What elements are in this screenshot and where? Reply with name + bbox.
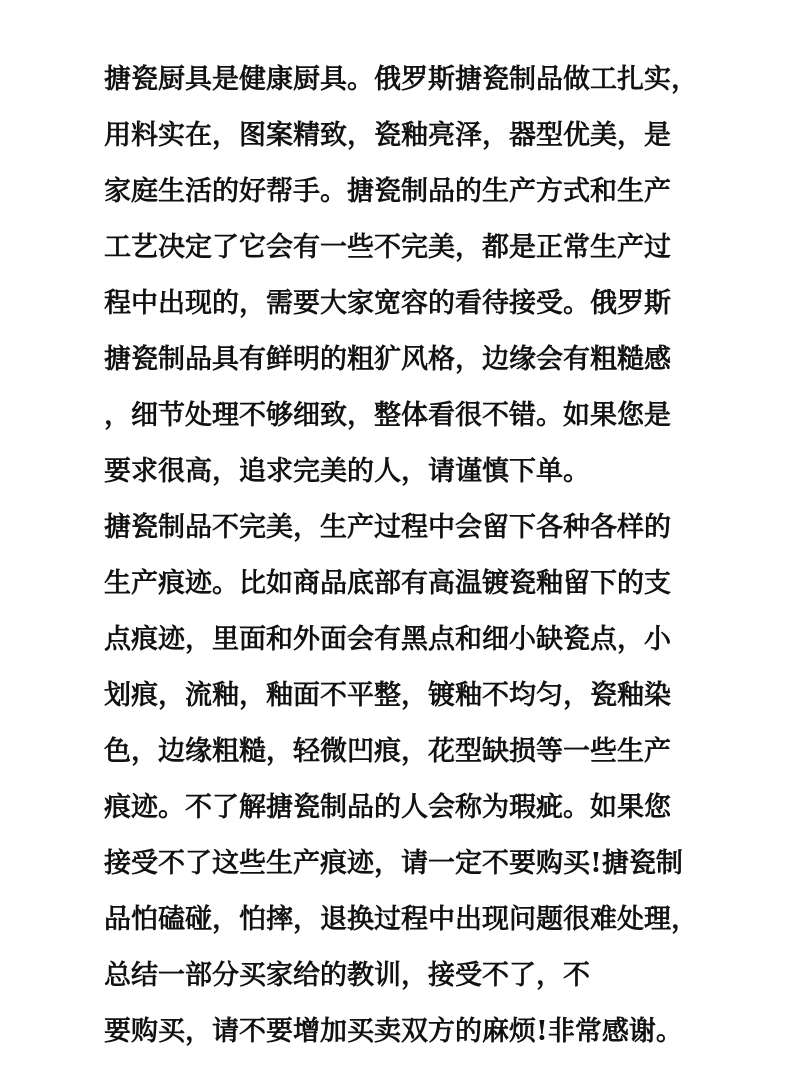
paragraph-1-line-3: 家庭生活的好帮手。搪瓷制品的生产方式和生产	[104, 176, 671, 207]
paragraph-2-line-1: 搪瓷制品不完美，生产过程中会留下各种各样的	[104, 512, 671, 543]
paragraph-1-line-7: ，细节处理不够细致，整体看很不错。如果您是	[104, 400, 671, 431]
paragraph-2-line-6: 痕迹。不了解搪瓷制品的人会称为瑕疵。如果您	[104, 792, 671, 823]
paragraph-1-line-4: 工艺决定了它会有一些不完美，都是正常生产过	[104, 232, 671, 263]
paragraph-2-line-5: 色，边缘粗糙，轻微凹痕，花型缺损等一些生产	[104, 736, 671, 767]
paragraph-2-line-2: 生产痕迹。比如商品底部有高温镀瓷釉留下的支	[104, 568, 671, 599]
paragraph-2-line-8: 品怕磕碰，怕摔，退换过程中出现问题很难处理，	[104, 904, 698, 935]
paragraph-2-line-9: 总结一部分买家给的教训，接受不了，不	[104, 960, 590, 991]
paragraph-1-line-1: 搪瓷厨具是健康厨具。俄罗斯搪瓷制品做工扎实，	[104, 64, 698, 95]
paragraph-1-line-8: 要求很高，追求完美的人，请谨慎下单。	[104, 456, 590, 487]
paragraph-2-line-4: 划痕，流釉，釉面不平整，镀釉不均匀，瓷釉染	[104, 680, 671, 711]
paragraph-1	[104, 52, 744, 500]
paragraph-1-line-6: 搪瓷制品具有鲜明的粗犷风格，边缘会有粗糙感	[104, 344, 671, 375]
paragraph-2-line-3: 点痕迹，里面和外面会有黑点和细小缺瓷点，小	[104, 624, 671, 655]
paragraph-1-line-5: 程中出现的，需要大家宽容的看待接受。俄罗斯	[104, 288, 671, 319]
document-body	[104, 52, 744, 1060]
paragraph-2-line-10: 要购买，请不要增加买卖双方的麻烦!非常感谢。	[104, 1016, 683, 1047]
paragraph-1-line-2: 用料实在，图案精致，瓷釉亮泽，器型优美，是	[104, 120, 671, 151]
paragraph-2	[104, 500, 744, 1060]
paragraph-2-line-7: 接受不了这些生产痕迹，请一定不要购买!搪瓷制	[104, 848, 683, 879]
